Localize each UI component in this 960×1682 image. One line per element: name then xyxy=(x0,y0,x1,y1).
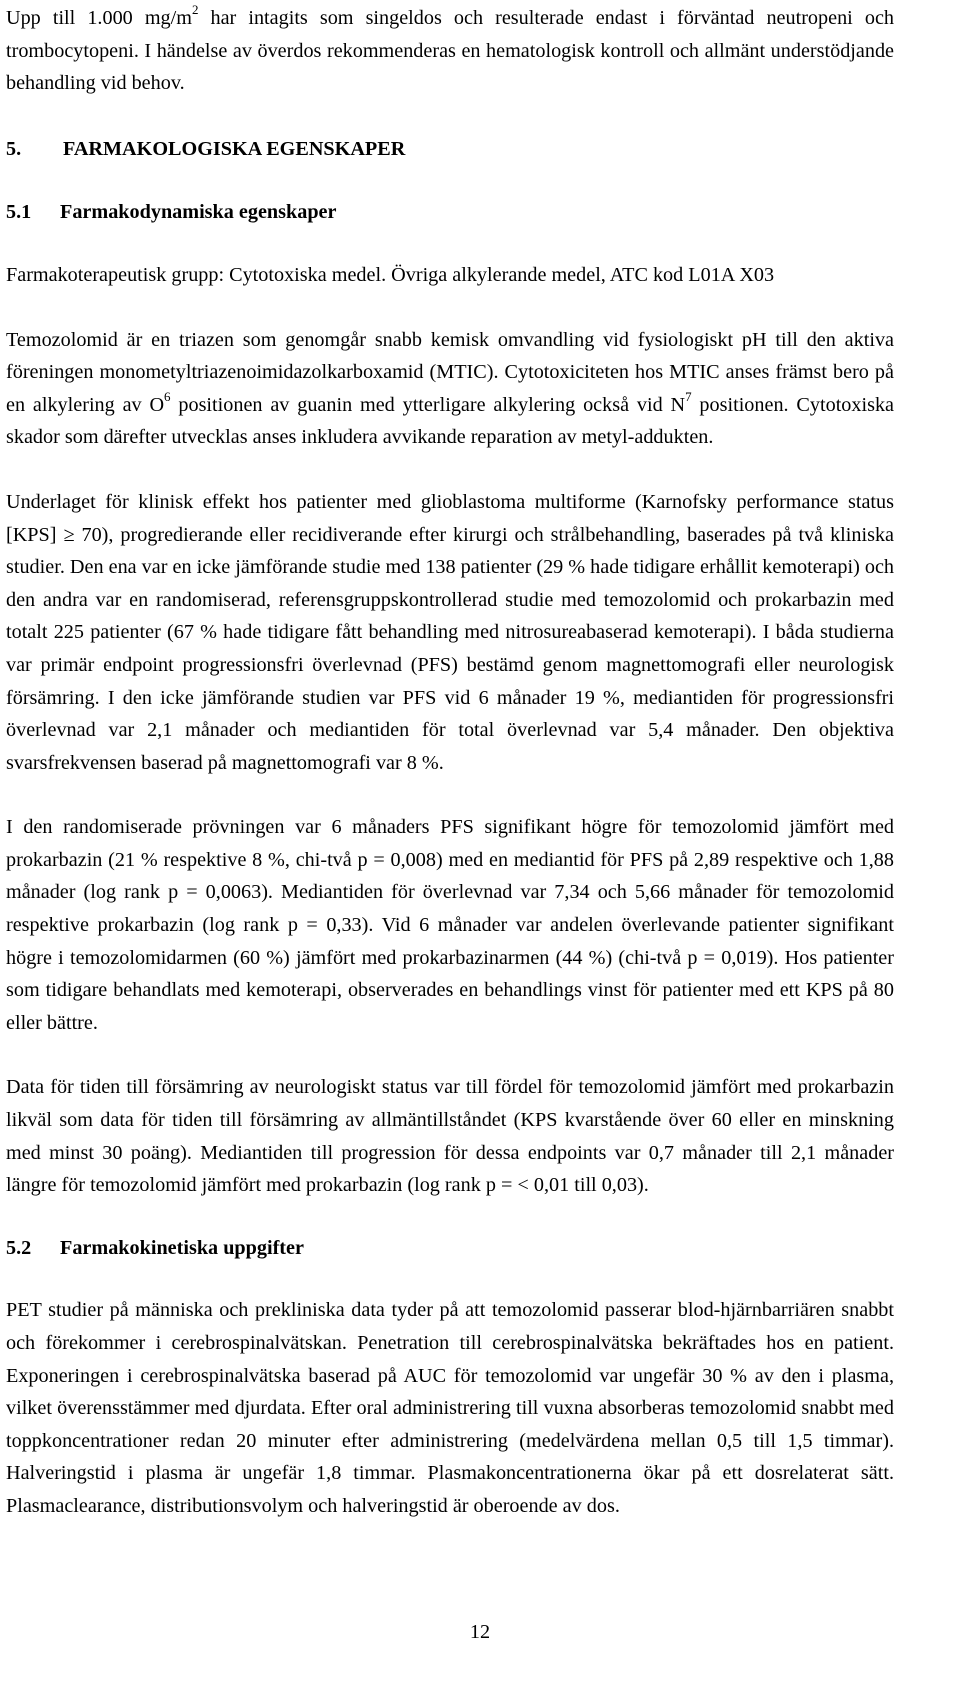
text: positionen av guanin med ytterligare alkylering också vid N xyxy=(170,393,686,416)
paragraph-overdose xyxy=(6,2,894,100)
superscript: 6 xyxy=(164,389,171,405)
section-heading-5-1 xyxy=(6,196,894,229)
greater-equal-symbol: ≥ xyxy=(63,523,75,546)
text: positionen. Cytotoxiska skador som därefter utvecklas anses inkludera avvikande reparation av metyl-addukten. xyxy=(6,393,895,449)
superscript: 7 xyxy=(685,389,692,405)
section-number: 5.1 xyxy=(6,201,32,224)
text: har intagits som singeldos och resulterade endast i förväntad neutropeni och trombocytopeni. I händelse av överdos rekommenderas en hematologisk kontroll och allmänt understödjande behandling vid behov. xyxy=(6,7,894,95)
section-heading-5 xyxy=(6,133,894,166)
paragraph-atc: Farmakoterapeutisk grupp: Cytotoxiska medel. Övriga alkylerande medel, ATC kod L01A X03 xyxy=(6,263,775,286)
section-number: 5. xyxy=(6,137,22,160)
text: Underlaget för klinisk effekt hos patienter med glioblastoma multiforme (Karnofsky performance status [KPS] xyxy=(6,490,894,546)
paragraph-mechanism xyxy=(6,324,894,454)
section-title: Farmakodynamiska egenskaper xyxy=(60,201,337,224)
paragraph-randomized-trial: I den randomiserade prövningen var 6 månaders PFS signifikant högre för temozolomid jämfört med prokarbazin (21 % respektive 8 %, chi-två p = 0,008) med en mediantid för PFS på 2,89 respektive och 1,88 månader (log rank p = 0,0063). Mediantiden för överlevnad var 7,34 och 5,66 månader för temozolomid respektive prokarbazin (log rank p = 0,33). Vid 6 månader var andelen överlevande patienter signifikant högre i temozolomidarmen (60 %) jämfört med prokarbazinarmen (44 %) (chi-två p = 0,019). Hos patienter som tidigare behandlats med kemoterapi, observerades en behandlings vinst för patienter med ett KPS på 80 eller bättre. xyxy=(6,816,894,1034)
section-number: 5.2 xyxy=(6,1236,32,1259)
section-title: FARMAKOLOGISKA EGENSKAPER xyxy=(63,137,406,160)
superscript: 2 xyxy=(191,2,199,18)
paragraph-clinical-basis xyxy=(6,486,894,779)
section-heading-5-2 xyxy=(6,1232,894,1265)
paragraph-pharmacokinetics: PET studier på människa och prekliniska data tyder på att temozolomid passerar blod-hjärnbarriären snabbt och förekommer i cerebrospinalvätskan. Penetration till cerebrospinalvätska bekräftades hos en patient. Exponeringen i cerebrospinalvätska baserad på AUC för temozolomid var ungefär 30 % av den i plasma, vilket överensstämmer med djurdata. Efter oral administrering till vuxna absorberas temozolomid snabbt med toppkoncentrationer redan 20 minuter efter administrering (medelvärdena mellan 0,5 till 1,5 timmar). Halveringstid i plasma är ungefär 1,8 timmar. Plasmakoncentrationerna ökar på ett dosrelaterat sätt. Plasmaclearance, distributionsvolym och halveringstid är oberoende av dos. xyxy=(6,1299,894,1517)
text: 70), progredierande eller recidiverande efter kirurgi och strålbehandling, baserades på två kliniska studier. Den ena var en icke jämförande studie med 138 patienter (29 % hade tidigare erhållit kemoterapi) och den andra var en randomiserad, referensgruppskontrollerad studie med temozolomid och prokarbazin med totalt 225 patienter (67 % hade tidigare fått behandling med nitrosureabaserad kemoterapi). I båda studierna var primär endpoint progressionsfri överlevnad (PFS) bestämd genom magnettomografi eller neurologisk försämring. I den icke jämförande studien var PFS vid 6 månader 19 %, mediantiden för progressionsfri överlevnad var 2,1 månader och mediantiden för total överlevnad var 5,4 månader. Den objektiva svarsfrekvensen baserad på magnettomografi var 8 %. xyxy=(6,523,894,774)
document-page xyxy=(6,0,894,1523)
paragraph-time-to-deterioration: Data för tiden till försämring av neurologiskt status var till fördel för temozolomid jämfört med prokarbazin likväl som data för tiden till försämring av allmäntillståndet (KPS kvarstående över 60 eller en minskning med minst 30 poäng). Mediantiden till progression för dessa endpoints var 0,7 månader till 2,1 månader längre för temozolomid jämfört med prokarbazin (log rank p = < 0,01 till 0,03). xyxy=(6,1076,894,1197)
page-number: 12 xyxy=(469,1621,491,1643)
text: Upp till 1.000 mg/m xyxy=(6,7,192,29)
text: Temozolomid är en triazen som genomgår snabb kemisk omvandling vid fysiologiskt pH till den aktiva föreningen monometyltriazenoimidazolkarboxamid (MTIC). Cytotoxiciteten hos MTIC anses främst bero på en alkylering av O xyxy=(6,328,894,416)
section-title: Farmakokinetiska uppgifter xyxy=(60,1236,304,1259)
